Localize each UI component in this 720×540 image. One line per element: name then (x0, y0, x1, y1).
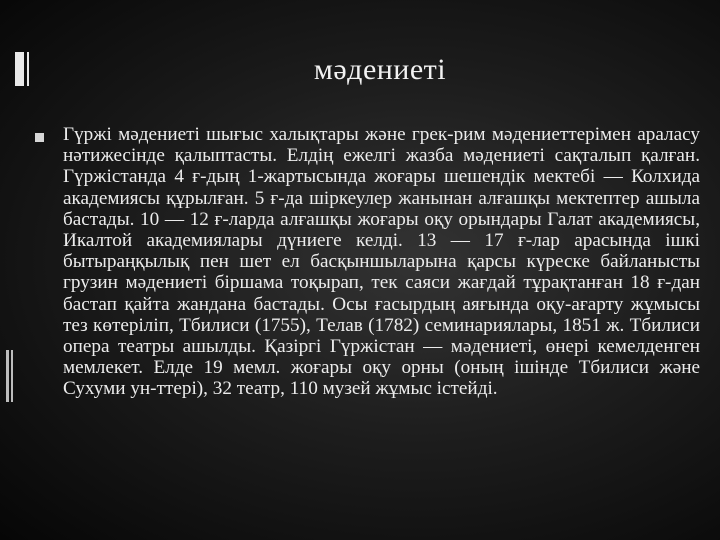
decorative-bar-bottom (6, 350, 9, 402)
slide-title: мəдениеті (313, 53, 447, 86)
decorative-line-bottom (11, 350, 13, 402)
square-bullet-icon (35, 133, 44, 142)
decorative-bar (15, 52, 24, 86)
slide-body-text: Гүржі мəдениеті шығыс халықтары жəне грек-рим мəдениеттерімен араласу нəтижесінде қалыптасты. Елдің ежелгі жазба мəдениеті сақталып қалған. Гүржістанда 4 ғ-дың 1-жартысында жоғары шешендік мектебі — Колхида академиясы құрылған. 5 ғ-да шіркеулер жанынан алғашқы мектептер ашыла бастады. 10 — 12 ғ-ларда алғашқы жоғары оқу орындары Галат академиясы, Икалтой академиялары дүниеге келді. 13 — 17 ғ-лар арасында ішкі бытыраңқылық пен шет ел басқыншыларына қарсы күреске байланысты грузин мəдениеті біршама тоқырап, тек саяси жағдай тұрақтанған 18 ғ-дан бастап қайта жандана бастады. Осы ғасырдың аяғында оқу-ағарту жұмысы тез көтеріліп, Тбилиси (1755), Телав (1782) семинариялары, 1851 ж. Тбилиси опера театры ашылды. Қазіргі Гүржістан — мəдениеті, өнері кемелденген мемлекет. Елде 19 мемл. жоғары оқу орны (оның ішінде Тбилиси жəне Сухуми ун-ттері), 32 театр, 110 музей жұмыс істейді. (63, 124, 700, 400)
decorative-line (27, 52, 29, 86)
